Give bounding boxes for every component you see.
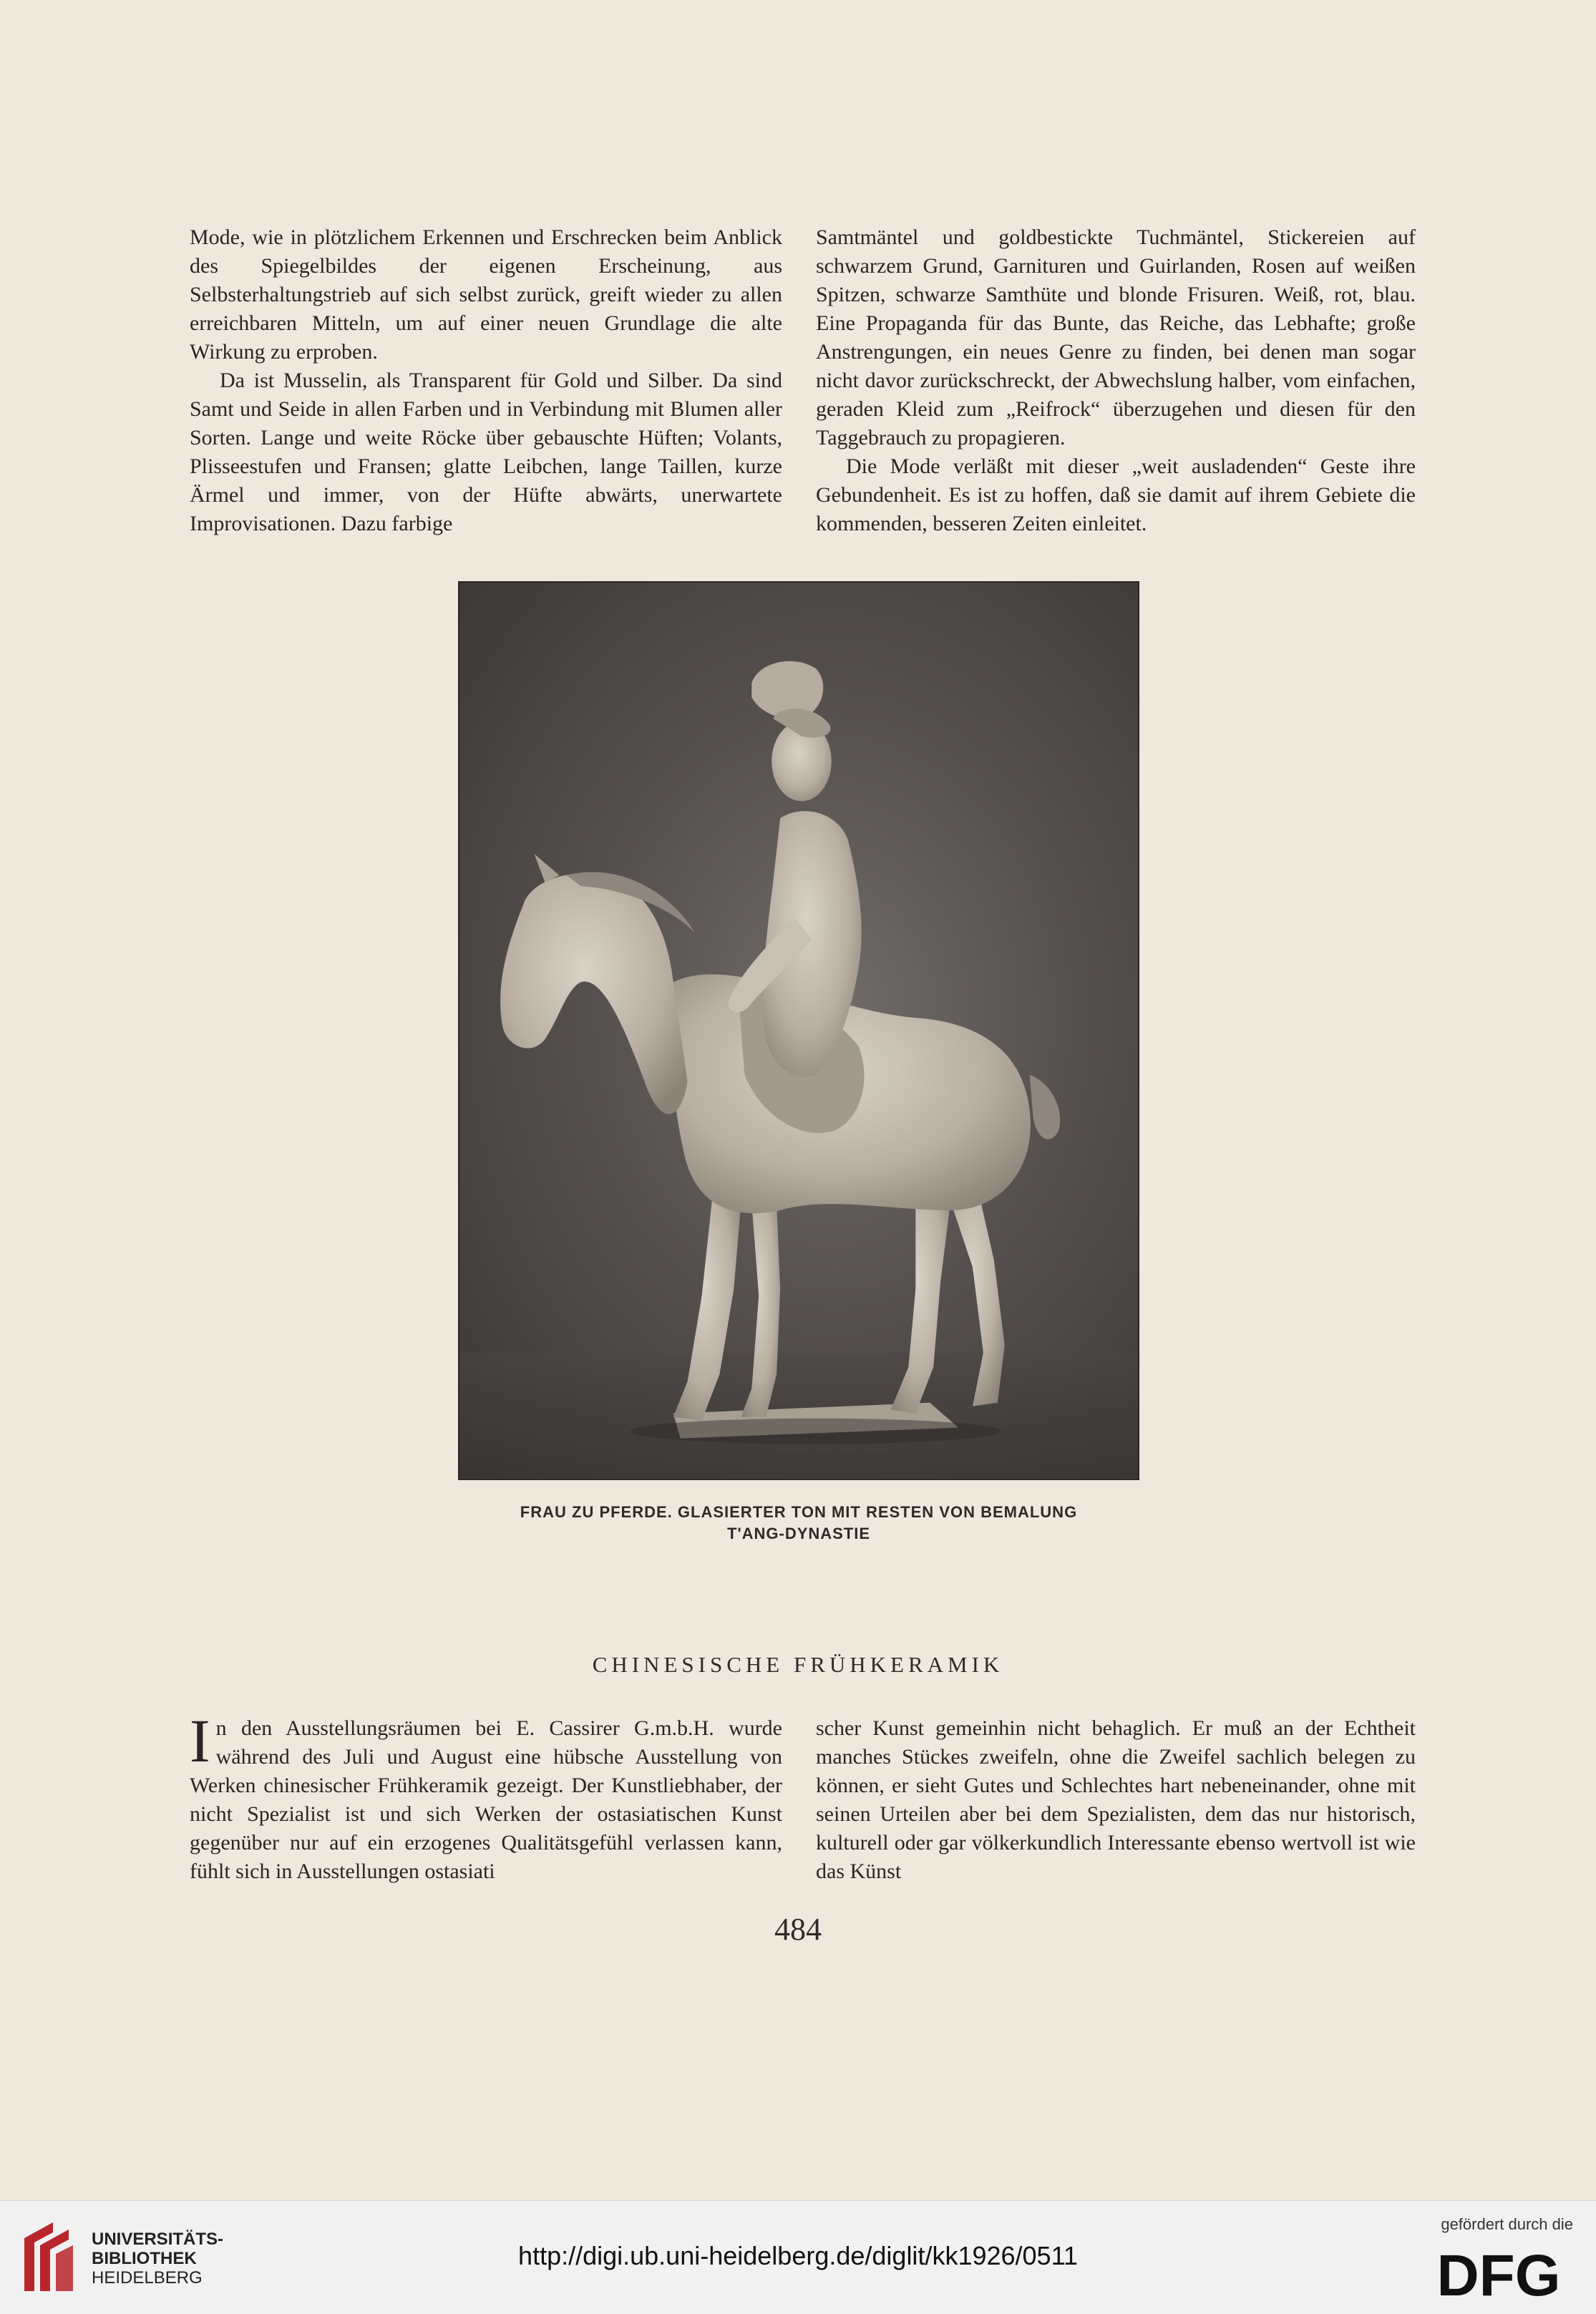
paragraph: scher Kunst gemeinhin nicht behaglich. Er muß an der Echtheit manches Stückes zweifeln, ohne die Zweifel sachlich belegen zu können, er sieht Gutes und Schlechtes hart nebeneinander, ohne mit seinen Urteilen aber bei dem Spezialisten, dem das nur historisch, kulturell oder gar völkerkundlich Interessante ebenso wertvoll ist wie das Künst bbox=[816, 1716, 1416, 1883]
paragraph: Die Mode verläßt mit dieser „weit ausladenden“ Geste ihre Gebundenheit. Es ist zu hoffen, daß sie damit auf ihrem Gebiete die kommenden, besseren Zeiten einleitet. bbox=[816, 454, 1416, 535]
text-column-top-left bbox=[190, 223, 782, 538]
text-column-top-right bbox=[816, 223, 1416, 538]
paragraph-text: n den Ausstellungsräumen bei E. Cassirer G.m.b.H. wurde während des Juli und August eine hübsche Ausstellung von Werken chinesischer Frühkeramik gezeigt. Der Kunstliebhaber, der nicht Spezialist ist und sich Werken der ostasiatischen Kunst gegenüber nur auf ein erzogenes Qualitätsgefühl verlassen kann, fühlt sich in Ausstellungen ostasiati bbox=[190, 1716, 782, 1883]
figure-photo-horse-rider bbox=[458, 581, 1139, 1480]
drop-cap: I bbox=[190, 1706, 210, 1775]
permalink-url[interactable]: http://digi.ub.uni-heidelberg.de/diglit/kk1926/0511 bbox=[518, 2241, 1078, 2270]
paragraph: Samtmäntel und goldbestickte Tuchmäntel, Stickereien auf schwarzem Grund, Garnituren und Guirlanden, Rosen auf weißen Spitzen, schwarze Samthüte und blonde Frisuren. Weiß, rot, blau. Eine Propaganda für das Bunte, das Reiche, das Lebhafte; große Anstrengungen, ein neues Genre zu finden, bei denen man sogar nicht davor zurückschreckt, der Abwechslung halber, vom einfachen, geraden Kleid zum „Reifrock“ überzugehen und diesen für den Taggebrauch zu propagieren. bbox=[816, 225, 1416, 449]
paragraph bbox=[190, 1706, 782, 1886]
text-column-bottom-right bbox=[816, 1714, 1416, 1886]
page-number: 484 bbox=[774, 1912, 822, 1947]
figure-caption bbox=[401, 1502, 1197, 1545]
section-title: CHINESISCHE FRÜHKERAMIK bbox=[592, 1652, 1004, 1677]
paragraph: Da ist Musselin, als Transparent für Gold und Silber. Da sind Samt und Seide in allen Farben und in Verbindung mit Blumen aller Sorten. Lange und weite Röcke über gebauschte Hüften; Volants, Plisseestufen und Fransen; glatte Leibchen, lange Taillen, kurze Ärmel und immer, von der Hüfte abwärts, unerwartete Improvisationen. Dazu farbige bbox=[190, 369, 782, 535]
caption-line: FRAU ZU PFERDE. GLASIERTER TON MIT RESTEN VON BEMALUNG bbox=[520, 1503, 1078, 1521]
text-column-bottom-left bbox=[190, 1706, 782, 1886]
library-name-line: HEIDELBERG bbox=[92, 2268, 203, 2288]
horse-rider-illustration bbox=[459, 583, 1138, 1479]
library-name-line: UNIVERSITÄTS- bbox=[92, 2230, 224, 2249]
dfg-logo-text: DFG bbox=[1436, 2245, 1561, 2303]
footer-bar bbox=[0, 2200, 1596, 2314]
dfg-logo-icon bbox=[1423, 2245, 1575, 2303]
funding-note: gefördert durch die bbox=[1441, 2215, 1573, 2233]
library-name-line: BIBLIOTHEK bbox=[92, 2249, 197, 2268]
paragraph: Mode, wie in plötzlichem Erkennen und Erschrecken beim Anblick des Spiegelbildes der eigenen Erscheinung, aus Selbsterhaltungstrieb auf sich selbst zurück, greift wieder zu allen erreichbaren Mitteln, um auf einer neuen Grundlage die alte Wirkung zu erproben. bbox=[190, 225, 782, 364]
caption-line: T'ANG-DYNASTIE bbox=[726, 1525, 871, 1542]
